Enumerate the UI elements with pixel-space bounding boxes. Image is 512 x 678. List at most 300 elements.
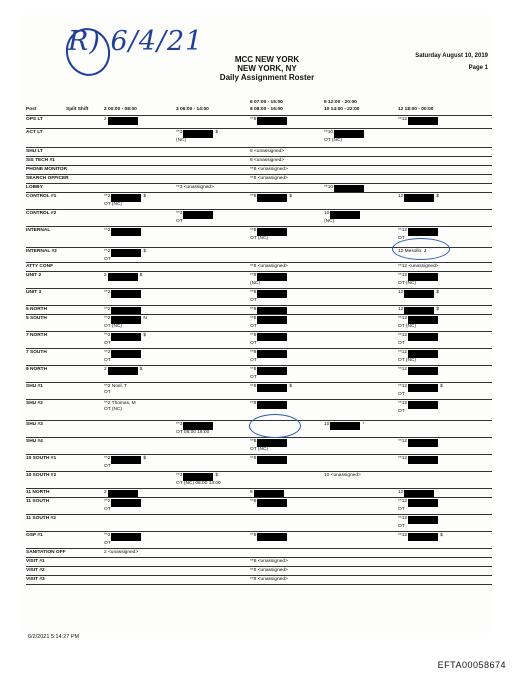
col-shift-10: 10 14:00 - 22:00: [324, 107, 360, 112]
table-row: [26, 331, 492, 348]
table-row: [26, 305, 492, 314]
redaction-box: [408, 439, 438, 447]
cell-text: **8: [250, 273, 257, 278]
cell-text: **12: [398, 439, 408, 444]
cell-note: OT: [104, 341, 111, 346]
redaction-box: [408, 367, 438, 375]
col-shift-6: 6 07:00 - 15:00: [250, 100, 283, 105]
cell-text: UNIT 3: [26, 290, 42, 295]
cell-text: **12: [398, 228, 408, 233]
shift-cell-c8: [250, 194, 292, 202]
cell-text: **12: [398, 273, 408, 278]
shift-cell-c8: [250, 499, 287, 507]
table-row: [26, 165, 492, 174]
cell-text: 12: [398, 290, 404, 295]
cell-text: LOBBY: [26, 185, 43, 190]
cell-note: OT: [398, 409, 405, 414]
cell-text: SHU #2: [26, 401, 43, 406]
post-name: [26, 401, 43, 407]
cell-suffix: N: [143, 316, 147, 321]
redaction-box: [108, 367, 138, 375]
redaction-box: [257, 194, 287, 202]
cell-text: VISIT #2: [26, 568, 45, 573]
cell-note: OT: [398, 236, 405, 241]
shift-cell-c1: [104, 384, 127, 396]
cell-note: OT: [104, 541, 111, 546]
post-name: [26, 384, 43, 390]
redaction-box: [257, 333, 287, 341]
redaction-box: [111, 249, 141, 257]
shift-cell-c8: [250, 568, 288, 574]
redaction-box: [257, 499, 287, 507]
cell-text: 8: [250, 490, 253, 495]
cell-text: **12: [398, 316, 408, 321]
redaction-box: [111, 350, 141, 358]
post-name: [26, 249, 57, 255]
cell-note: OT (NC): [104, 324, 123, 329]
cell-text: PHONE MONITOR: [26, 167, 67, 172]
cell-text: **8: [250, 456, 257, 461]
table-row: [26, 314, 492, 331]
cell-suffix: $: [440, 533, 443, 538]
table-row: [26, 497, 492, 514]
cell-text: **2: [104, 350, 111, 355]
shift-cell-c10: [324, 422, 364, 430]
cell-text: **12: [398, 384, 408, 389]
redaction-box: [408, 273, 438, 281]
cell-text: 2 <unassigned>: [104, 550, 139, 555]
cell-text: **2: [104, 307, 111, 312]
shift-cell-c8: [250, 439, 287, 453]
shift-cell-c12: [398, 117, 438, 125]
shift-cell-c12: [398, 439, 438, 447]
shift-cell-c12: [398, 499, 438, 513]
table-row: [26, 575, 492, 585]
redaction-box: [111, 499, 141, 507]
cell-text: 10 SOUTH #2: [26, 473, 57, 478]
col-shift-9: 9 12:00 - 20:00: [324, 100, 357, 105]
cell-text: **3: [176, 130, 183, 135]
cell-suffix: $: [436, 290, 440, 295]
shift-cell-c1: [104, 350, 141, 364]
table-row: [26, 156, 492, 165]
shift-cell-c8: [250, 117, 287, 125]
post-name: [26, 559, 45, 565]
cell-text: **12: [398, 456, 408, 461]
redaction-box: [404, 290, 434, 298]
page-number: Page 1: [468, 65, 488, 71]
cell-text: **8 <unassigned>: [250, 577, 288, 582]
cell-text: 7 NORTH: [26, 333, 48, 338]
table-row: [26, 147, 492, 156]
shift-cell-c1: [104, 273, 142, 281]
cell-text: 7 SOUTH: [26, 350, 47, 355]
redaction-box: [257, 228, 287, 236]
date-block: [415, 50, 488, 74]
post-name: [26, 149, 43, 155]
cell-text: **8: [250, 384, 257, 389]
table-row: [26, 557, 492, 566]
redaction-box: [408, 533, 438, 541]
redaction-box: [108, 273, 138, 281]
table-row: [26, 365, 492, 382]
cell-text: 12: [398, 490, 404, 495]
redaction-box: [111, 290, 141, 298]
col-split: Split Shift: [66, 107, 89, 112]
redaction-box: [408, 516, 438, 524]
cell-text: **8: [250, 401, 257, 406]
shift-cell-c12: [398, 516, 438, 530]
shift-cell-c1: [104, 228, 141, 236]
redaction-box: [408, 456, 438, 464]
table-row: [26, 566, 492, 575]
cell-note: OT: [250, 324, 257, 329]
cell-text: 11 SOUTH #2: [26, 516, 56, 521]
cell-text: **2: [104, 533, 111, 538]
roster-page: [22, 14, 492, 640]
cell-text: **12: [398, 499, 408, 504]
shift-cell-c12: [398, 350, 438, 364]
cell-suffix: $: [143, 456, 147, 461]
redaction-box: [257, 350, 287, 358]
cell-note: OT: [398, 507, 405, 512]
redaction-box: [111, 228, 141, 236]
post-name: [26, 307, 47, 313]
cell-text: 8 <unassigned>: [250, 158, 285, 163]
post-name: [26, 158, 55, 164]
shift-cell-c1: [104, 367, 142, 375]
redaction-box: [111, 333, 141, 341]
cell-text: SHU LT: [26, 149, 43, 154]
handwritten-circle-internal: [392, 238, 450, 260]
table-row: [26, 128, 492, 147]
print-timestamp: 6/2/2021 5:14:27 PM: [28, 634, 80, 640]
shift-cell-c8: [250, 316, 287, 330]
cell-text: **8: [250, 367, 257, 372]
shift-cell-c1: [104, 499, 141, 513]
shift-cell-c12: [398, 194, 439, 202]
shift-cell-c12: [398, 273, 438, 287]
post-name: [26, 568, 45, 574]
redaction-box: [257, 401, 287, 409]
cell-suffix: $: [215, 473, 219, 478]
handwritten-annotation: R) 6/4/21: [68, 26, 204, 57]
cell-text: 10 SOUTH #1: [26, 456, 57, 461]
shift-cell-c8: [250, 384, 292, 392]
post-name: [26, 333, 47, 339]
shift-cell-c3: [176, 473, 221, 487]
cell-text: 5 NORTH: [26, 307, 48, 312]
cell-text: **8: [250, 316, 257, 321]
cell-text: SHU #3: [26, 422, 43, 427]
cell-text: SHU #1: [26, 384, 43, 389]
roster-table: [26, 115, 492, 585]
cell-text: **2: [104, 333, 111, 338]
cell-text: 10: [324, 422, 330, 427]
cell-text: **3: [176, 473, 183, 478]
col-shift-2: 2 00:00 - 08:00: [104, 107, 137, 112]
shift-cell-c1: [104, 117, 138, 125]
cell-text: SIS TECH #1: [26, 158, 55, 163]
cell-note: OT: [176, 219, 183, 224]
cell-note: OT: [250, 358, 257, 363]
cell-text: **8: [250, 290, 257, 295]
post-name: [26, 350, 47, 356]
table-row: [26, 209, 492, 226]
redaction-box: [257, 533, 287, 541]
redaction-box: [408, 350, 438, 358]
col-shift-8: 8 08:00 - 16:00: [250, 107, 283, 112]
cell-text: 2: [104, 490, 107, 495]
post-name: [26, 185, 43, 191]
redaction-box: [111, 533, 141, 541]
cell-text: 2: [104, 367, 107, 372]
cell-text: INTERNAL #2: [26, 249, 57, 254]
cell-text: 11 SOUTH: [26, 499, 50, 504]
cell-suffix: $: [215, 130, 219, 135]
shift-cell-c1: [104, 249, 146, 263]
redaction-box: [330, 211, 360, 219]
cell-text: **10: [324, 130, 334, 135]
cell-text: **8: [250, 499, 257, 504]
column-header: [26, 98, 492, 115]
redaction-box: [257, 117, 287, 125]
redaction-box: [257, 384, 287, 392]
shift-cell-c1: [104, 550, 138, 556]
redaction-box: [183, 473, 213, 481]
table-row: [26, 488, 492, 497]
cell-note: OT 08:00 16:00: [176, 430, 210, 435]
shift-cell-c12: [398, 401, 438, 415]
cell-text: OPS LT: [26, 117, 43, 122]
cell-note: OT (NC): [324, 138, 343, 143]
post-name: [26, 264, 53, 270]
table-row: [26, 192, 492, 209]
cell-text: UNIT 2: [26, 273, 42, 278]
cell-text: **12: [398, 350, 408, 355]
cell-note: OT (NC): [398, 358, 417, 363]
handwritten-circle-shu2: [249, 414, 301, 438]
table-row: [26, 437, 492, 454]
cell-suffix: $: [143, 249, 147, 254]
redaction-box: [330, 422, 360, 430]
cell-text: **10: [324, 185, 334, 190]
cell-text: **12: [398, 117, 408, 122]
cell-text: SHU #4: [26, 439, 43, 444]
redaction-box: [111, 194, 141, 202]
table-row: [26, 454, 492, 471]
cell-text: INTERNAL: [26, 228, 51, 233]
table-row: [26, 514, 492, 531]
post-name: [26, 516, 56, 522]
cell-text: **12: [398, 367, 408, 372]
post-name: [26, 211, 56, 217]
col-shift-12: 12 18:00 - 00:00: [398, 107, 434, 112]
cell-text: **2: [104, 499, 111, 504]
cell-text: ATTY CONF: [26, 264, 54, 269]
shift-cell-c8: [250, 533, 287, 541]
shift-cell-c1: [104, 194, 146, 208]
cell-text: 10: [324, 211, 330, 216]
table-row: [26, 548, 492, 557]
cell-note: OT (NC): [398, 324, 417, 329]
redaction-box: [257, 456, 287, 464]
cell-note: OT: [104, 390, 111, 395]
post-name: [26, 367, 47, 373]
shift-cell-c8: [250, 149, 284, 155]
redaction-box: [257, 290, 287, 298]
cell-text: **3: [176, 211, 183, 216]
cell-text: CONTROL #1: [26, 194, 57, 199]
post-name: [26, 316, 47, 322]
cell-suffix: $: [139, 273, 143, 278]
cell-text: **2: [104, 249, 111, 254]
shift-cell-c8: [250, 350, 287, 364]
cell-text: 9 NORTH: [26, 367, 48, 372]
cell-suffix: $: [440, 384, 443, 389]
cell-note: (NC): [250, 281, 261, 286]
cell-text: 12 Mesollo, J: [398, 249, 427, 254]
cell-text: **8 <unassigned>: [250, 559, 288, 564]
redaction-box: [334, 130, 364, 138]
cell-suffix: $: [289, 194, 293, 199]
table-row: [26, 471, 492, 488]
table-row: [26, 183, 492, 192]
cell-text: **8: [250, 350, 257, 355]
post-name: [26, 422, 43, 428]
shift-cell-c10: [324, 473, 361, 479]
cell-text: 10 <unassigned>: [324, 473, 361, 478]
title-line-1: MCC NEW YORK: [234, 55, 300, 64]
shift-cell-c8: [250, 167, 288, 173]
shift-cell-c8: [250, 401, 287, 409]
cell-text: **12: [398, 516, 408, 521]
shift-cell-c3: [176, 130, 218, 144]
shift-cell-c12: [398, 384, 443, 398]
post-name: [26, 550, 66, 556]
redaction-box: [408, 384, 438, 392]
shift-cell-c1: [104, 401, 136, 413]
post-name: [26, 176, 69, 182]
cell-text: 8 <unassigned>: [250, 149, 285, 154]
document-title: [172, 55, 362, 82]
title-line-2: NEW YORK, NY: [237, 64, 297, 73]
cell-note: OT: [398, 341, 405, 346]
cell-text: SANITATION OFF: [26, 550, 66, 555]
cell-note: OT: [104, 464, 111, 469]
cell-text: **12: [398, 333, 408, 338]
shift-cell-c1: [104, 533, 141, 547]
redaction-box: [257, 367, 287, 375]
cell-text: 2: [104, 117, 107, 122]
post-name: [26, 117, 43, 123]
post-name: [26, 533, 43, 539]
bates-number: EFTA00058674: [437, 660, 506, 670]
cell-note: OT (NC): [104, 202, 123, 207]
cell-text: 11 NORTH: [26, 490, 50, 495]
table-row: [26, 531, 492, 548]
cell-note: OT: [104, 358, 111, 363]
cell-text: **8: [250, 117, 257, 122]
cell-text: **2: [104, 194, 111, 199]
cell-text: **8 <unassigned>: [250, 264, 288, 269]
shift-cell-c3: [176, 422, 213, 436]
post-name: [26, 473, 56, 479]
shift-cell-c8: [250, 333, 287, 347]
cell-text: **2 Thomas, M: [104, 401, 136, 406]
cell-suffix: $: [139, 367, 143, 372]
shift-cell-c12: [398, 333, 438, 347]
cell-note: OT: [398, 524, 405, 529]
cell-text: **3 <unassigned>: [176, 185, 214, 190]
cell-text: OSP #1: [26, 533, 43, 538]
cell-text: ACT LT: [26, 130, 43, 135]
report-date: Saturday August 10, 2019: [415, 53, 488, 59]
cell-suffix: $: [143, 333, 147, 338]
cell-text: **12: [398, 533, 408, 538]
shift-cell-c8: [250, 228, 287, 242]
shift-cell-c1: [104, 456, 146, 470]
table-row: [26, 174, 492, 183]
cell-text: **8: [250, 228, 257, 233]
post-name: [26, 167, 67, 173]
post-name: [26, 499, 49, 505]
post-name: [26, 194, 56, 200]
shift-cell-c8: [250, 456, 287, 464]
shift-cell-c8: [250, 176, 288, 182]
shift-cell-c8: [250, 559, 288, 565]
redaction-box: [257, 273, 287, 281]
table-row: [26, 271, 492, 288]
redaction-box: [408, 499, 438, 507]
cell-text: VISIT #3: [26, 577, 45, 582]
cell-text: VISIT #1: [26, 559, 45, 564]
shift-cell-c3: [176, 185, 214, 191]
cell-text: **8: [250, 307, 257, 312]
shift-cell-c1: [104, 316, 147, 330]
cell-note: OT (NC): [250, 236, 269, 241]
redaction-box: [183, 130, 213, 138]
shift-cell-c8: [250, 367, 287, 381]
cell-text: **2: [104, 228, 111, 233]
shift-cell-c8: [250, 264, 288, 270]
cell-note: (NC): [324, 219, 335, 224]
cell-text: **2 Noel, T: [104, 384, 128, 389]
cell-note: OT: [398, 392, 405, 397]
redaction-box: [257, 316, 287, 324]
cell-text: **2: [104, 290, 111, 295]
shift-cell-c12: [398, 316, 438, 330]
cell-note: OT: [104, 257, 111, 262]
cell-note: OT (NC) 08:00 14:00: [176, 481, 221, 486]
shift-cell-c12: [398, 264, 439, 270]
shift-cell-c12: [398, 533, 443, 541]
cell-note: OT (NC): [104, 407, 123, 412]
cell-suffix: $: [436, 307, 440, 312]
shift-cell-c12: [398, 367, 438, 375]
cell-note: OT: [250, 341, 257, 346]
redaction-box: [408, 401, 438, 409]
col-shift-3: 3 06:00 - 14:00: [176, 107, 209, 112]
shift-cell-c8: [250, 290, 287, 304]
post-name: [26, 273, 41, 279]
cell-text: **8: [250, 333, 257, 338]
table-row: [26, 288, 492, 305]
shift-cell-c8: [250, 273, 287, 287]
cell-text: **8 <unassigned>: [250, 568, 288, 573]
cell-text: **8: [250, 439, 257, 444]
redaction-box: [257, 439, 287, 447]
